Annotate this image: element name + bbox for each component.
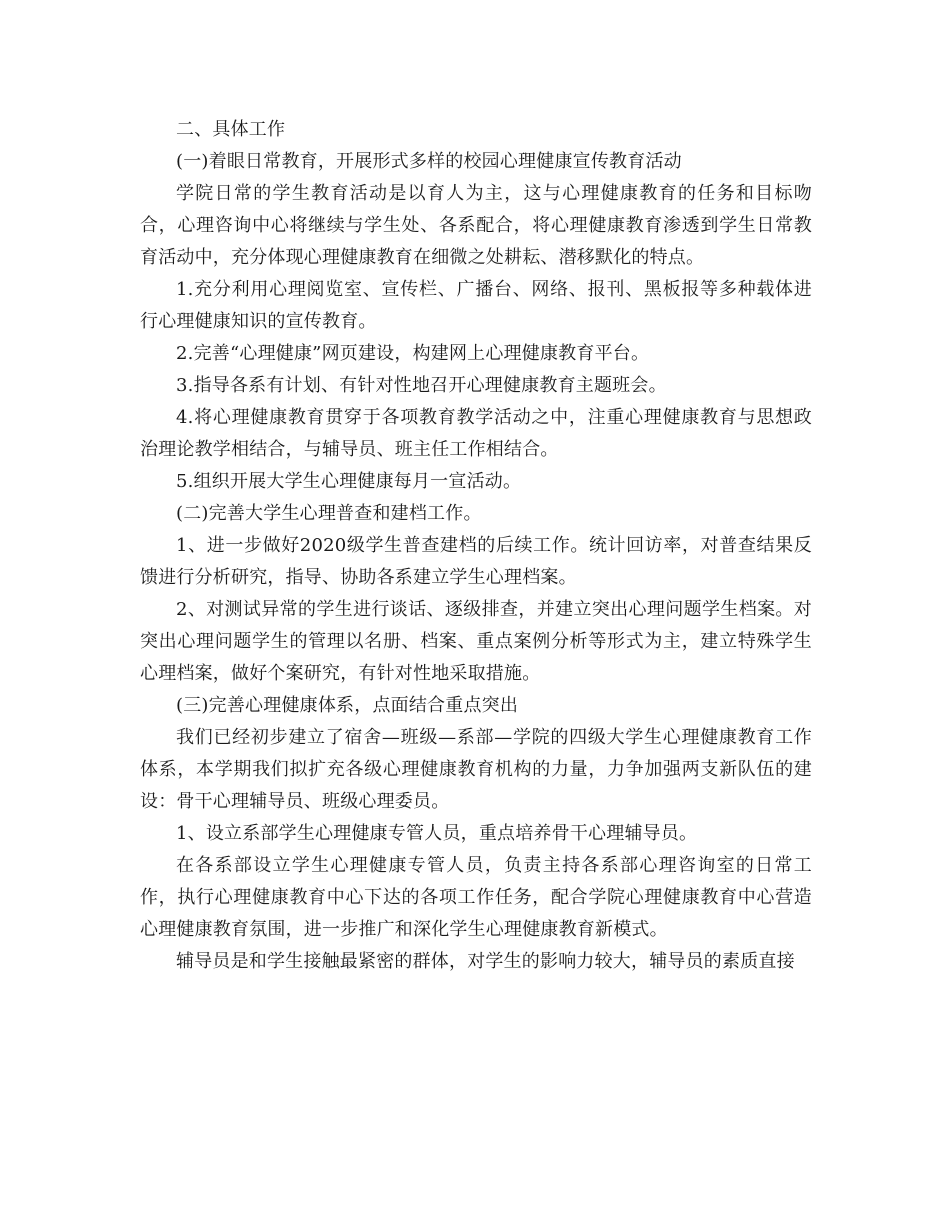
section-heading: 二、具体工作: [176, 119, 286, 140]
list-item: 1、设立系部学生心理健康专管人员，重点培养骨干心理辅导员。: [176, 823, 698, 844]
list-item: 3.指导各系有计划、有针对性地召开心理健康教育主题班会。: [176, 375, 667, 396]
list-item: 5.组织开展大学生心理健康每月一宣活动。: [176, 471, 522, 492]
subsection-heading: (三)完善心理健康体系，点面结合重点突出: [176, 695, 519, 716]
list-item: 2.完善“心理健康”网页建设，构建网上心理健康教育平台。: [176, 343, 650, 364]
paragraph: 我们已经初步建立了宿舍—班级—系部—学院的四级大学生心理健康教育工作体系，本学期我们拟扩充各级心理健康教育机构的力量，力争加强两支新队伍的建设：骨干心理辅导员、班级心理委员。: [140, 727, 812, 812]
paragraph: 辅导员是和学生接触最紧密的群体，对学生的影响力较大，辅导员的素质直接: [176, 951, 795, 972]
paragraph: 学院日常的学生教育活动是以育人为主，这与心理健康教育的任务和目标吻合，心理咨询中心将继续与学生处、各系配合，将心理健康教育渗透到学生日常教育活动中，充分体现心理健康教育在细微之处耕耘、潜移默化的特点。: [140, 183, 812, 268]
paragraph: 在各系部设立学生心理健康专管人员，负责主持各系部心理咨询室的日常工作，执行心理健康教育中心下达的各项工作任务，配合学院心理健康教育中心营造心理健康教育氛围，进一步推广和深化学生心理健康教育新模式。: [140, 855, 812, 940]
list-item: 2、对测试异常的学生进行谈话、逐级排查，并建立突出心理问题学生档案。对突出心理问题学生的管理以名册、档案、重点案例分析等形式为主，建立特殊学生心理档案，做好个案研究，有针对性地采取措施。: [140, 599, 812, 684]
subsection-heading: (二)完善大学生心理普查和建档工作。: [176, 503, 482, 524]
list-item: 1.充分利用心理阅览室、宣传栏、广播台、网络、报刊、黑板报等多种载体进行心理健康知识的宣传教育。: [140, 279, 812, 332]
subsection-heading: (一)着眼日常教育，开展形式多样的校园心理健康宣传教育活动: [176, 151, 682, 172]
list-item: 4.将心理健康教育贯穿于各项教育教学活动之中，注重心理健康教育与思想政治理论教学相结合，与辅导员、班主任工作相结合。: [140, 407, 812, 460]
document-body: [140, 114, 812, 978]
list-item: 1、进一步做好2020级学生普查建档的后续工作。统计回访率，对普查结果反馈进行分析研究，指导、协助各系建立学生心理档案。: [140, 535, 812, 588]
